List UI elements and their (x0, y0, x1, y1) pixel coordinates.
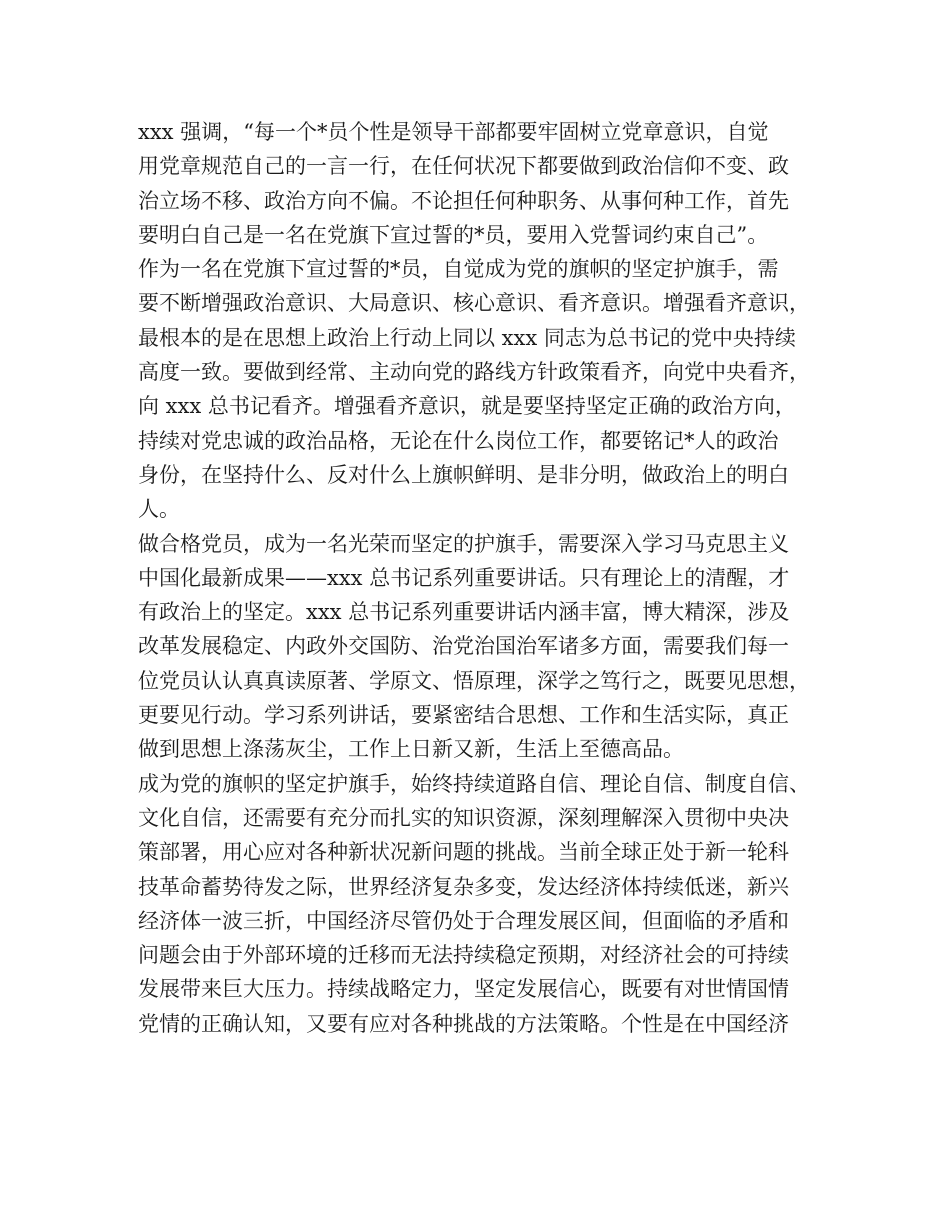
text-line: 人。 (138, 497, 180, 522)
text-line: 高度一致。要做到经常、主动向党的路线方针政策看齐，向党中央看齐， (138, 360, 810, 385)
text-line: 最根本的是在思想上政治上行动上同以 xxx 同志为总书记的党中央持续 (138, 325, 796, 350)
text-line: 有政治上的坚定。xxx 总书记系列重要讲话内涵丰富，博大精深，涉及 (138, 600, 790, 625)
text-line: 作为一名在党旗下宣过誓的*员，自觉成为党的旗帜的坚定护旗手，需 (138, 257, 779, 282)
text-line: 要明白自己是一名在党旗下宣过誓的*员，要用入党誓词约束自己”。 (138, 222, 769, 247)
text-line: 经济体一波三折，中国经济尽管仍处于合理发展区间，但面临的矛盾和 (138, 908, 789, 933)
text-line: 技革命蓄势待发之际，世界经济复杂多变，发达经济体持续低迷，新兴 (138, 874, 789, 899)
text-line: 党情的正确认知，又要有应对各种挑战的方法策略。个性是在中国经济 (138, 1011, 789, 1036)
text-line: 做到思想上涤荡灰尘，工作上日新又新，生活上至德高品。 (138, 737, 684, 762)
text-line: 发展带来巨大压力。持续战略定力，坚定发展信心，既要有对世情国情 (138, 977, 789, 1002)
text-line: 文化自信，还需要有充分而扎实的知识资源，深刻理解深入贯彻中央决 (138, 805, 789, 830)
text-line: 改革发展稳定、内政外交国防、治党治国治军诸多方面，需要我们每一 (138, 634, 789, 659)
text-line: 更要见行动。学习系列讲话，要紧密结合思想、工作和生活实际，真正 (138, 703, 789, 728)
text-line: 身份，在坚持什么、反对什么上旗帜鲜明、是非分明，做政治上的明白 (138, 462, 789, 487)
text-line: 问题会由于外部环境的迁移而无法持续稳定预期，对经济社会的可持续 (138, 943, 789, 968)
text-line: 持续对党忠诚的政治品格，无论在什么岗位工作，都要铭记*人的政治 (138, 428, 779, 453)
text-line: 要不断增强政治意识、大局意识、核心意识、看齐意识。增强看齐意识， (138, 291, 810, 316)
text-line: 策部署，用心应对各种新状况新问题的挑战。当前全球正处于新一轮科 (138, 840, 789, 865)
text-line: 治立场不移、政治方向不偏。不论担任何种职务、从事何种工作，首先 (138, 188, 789, 213)
text-line: 中国化最新成果——xxx 总书记系列重要讲话。只有理论上的清醒，才 (138, 565, 790, 590)
text-line: xxx 强调，“每一个*员个性是领导干部都要牢固树立党章意识，自觉 (138, 120, 769, 144)
text-line: 向 xxx 总书记看齐。增强看齐意识，就是要坚持坚定正确的政治方向， (138, 394, 796, 419)
text-line: 成为党的旗帜的坚定护旗手，始终持续道路自信、理论自信、制度自信、 (138, 771, 810, 796)
body-text (138, 115, 828, 1041)
text-line: 位党员认认真真读原著、学原文、悟原理，深学之笃行之，既要见思想， (138, 668, 810, 693)
text-line: 用党章规范自己的一言一行，在任何状况下都要做到政治信仰不变、政 (138, 154, 789, 179)
text-line: 做合格党员，成为一名光荣而坚定的护旗手，需要深入学习马克思主义 (138, 531, 789, 556)
